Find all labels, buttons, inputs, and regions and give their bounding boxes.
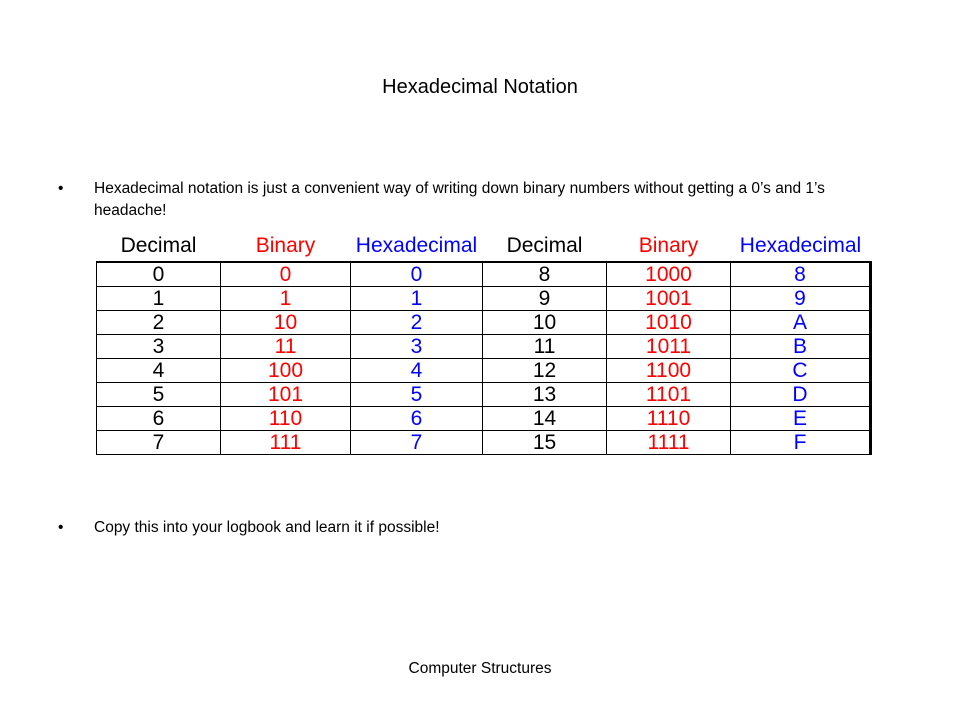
- slide-footer: Computer Structures: [408, 660, 552, 677]
- hex-cell: E: [731, 407, 871, 431]
- binary-cell: 1100: [607, 359, 731, 383]
- decimal-cell: 4: [97, 359, 221, 383]
- hex-cell: 2: [351, 311, 483, 335]
- hex-cell: 4: [351, 359, 483, 383]
- hex-cell: 5: [351, 383, 483, 407]
- slide-title: Hexadecimal Notation: [382, 76, 578, 98]
- hex-cell: A: [731, 311, 871, 335]
- header-decimal: Decimal: [120, 234, 197, 257]
- table-row: [97, 311, 871, 335]
- hex-cell: 9: [731, 287, 871, 311]
- hex-cell: C: [731, 359, 871, 383]
- table-row: [97, 335, 871, 359]
- header-decimal: Decimal: [506, 234, 583, 257]
- binary-cell: 1111: [607, 431, 731, 455]
- bullet-marker: •: [58, 180, 64, 197]
- hex-cell: D: [731, 383, 871, 407]
- binary-cell: 11: [221, 335, 351, 359]
- decimal-cell: 0: [97, 262, 221, 287]
- header-binary: Binary: [638, 234, 699, 257]
- bullet-item: [58, 517, 894, 539]
- bullet-item: [58, 178, 894, 222]
- conversion-table: [96, 231, 872, 455]
- decimal-cell: 14: [483, 407, 607, 431]
- binary-cell: 10: [221, 311, 351, 335]
- decimal-cell: 11: [483, 335, 607, 359]
- decimal-cell: 3: [97, 335, 221, 359]
- header-binary: Binary: [255, 234, 316, 257]
- header-hexadecimal: Hexadecimal: [739, 234, 862, 257]
- bullet-marker: •: [58, 519, 64, 536]
- decimal-cell: 13: [483, 383, 607, 407]
- decimal-cell: 5: [97, 383, 221, 407]
- table-row: [97, 262, 871, 287]
- table-row: [97, 431, 871, 455]
- binary-cell: 110: [221, 407, 351, 431]
- table-header-row: [97, 231, 871, 262]
- table-row: [97, 359, 871, 383]
- hex-cell: 1: [351, 287, 483, 311]
- table-body: [97, 262, 871, 455]
- hex-cell: F: [731, 431, 871, 455]
- decimal-cell: 8: [483, 262, 607, 287]
- decimal-cell: 1: [97, 287, 221, 311]
- table-row: [97, 287, 871, 311]
- binary-cell: 1110: [607, 407, 731, 431]
- bullet-text: Hexadecimal notation is just a convenient way of writing down binary numbers without getting a 0’s and 1’s headache!: [94, 180, 825, 219]
- header-hexadecimal: Hexadecimal: [355, 234, 478, 257]
- hex-cell: 0: [351, 262, 483, 287]
- decimal-cell: 2: [97, 311, 221, 335]
- hex-cell: 6: [351, 407, 483, 431]
- binary-cell: 111: [221, 431, 351, 455]
- binary-cell: 101: [221, 383, 351, 407]
- hex-cell: 8: [731, 262, 871, 287]
- binary-cell: 1101: [607, 383, 731, 407]
- binary-cell: 1000: [607, 262, 731, 287]
- decimal-cell: 6: [97, 407, 221, 431]
- binary-cell: 100: [221, 359, 351, 383]
- decimal-cell: 15: [483, 431, 607, 455]
- table-row: [97, 407, 871, 431]
- hex-cell: 7: [351, 431, 483, 455]
- decimal-cell: 9: [483, 287, 607, 311]
- binary-cell: 1001: [607, 287, 731, 311]
- decimal-cell: 7: [97, 431, 221, 455]
- hex-cell: 3: [351, 335, 483, 359]
- table-row: [97, 383, 871, 407]
- binary-cell: 1011: [607, 335, 731, 359]
- binary-cell: 0: [221, 262, 351, 287]
- binary-cell: 1: [221, 287, 351, 311]
- binary-cell: 1010: [607, 311, 731, 335]
- decimal-cell: 10: [483, 311, 607, 335]
- bullet-text: Copy this into your logbook and learn it if possible!: [94, 519, 440, 536]
- hex-cell: B: [731, 335, 871, 359]
- decimal-cell: 12: [483, 359, 607, 383]
